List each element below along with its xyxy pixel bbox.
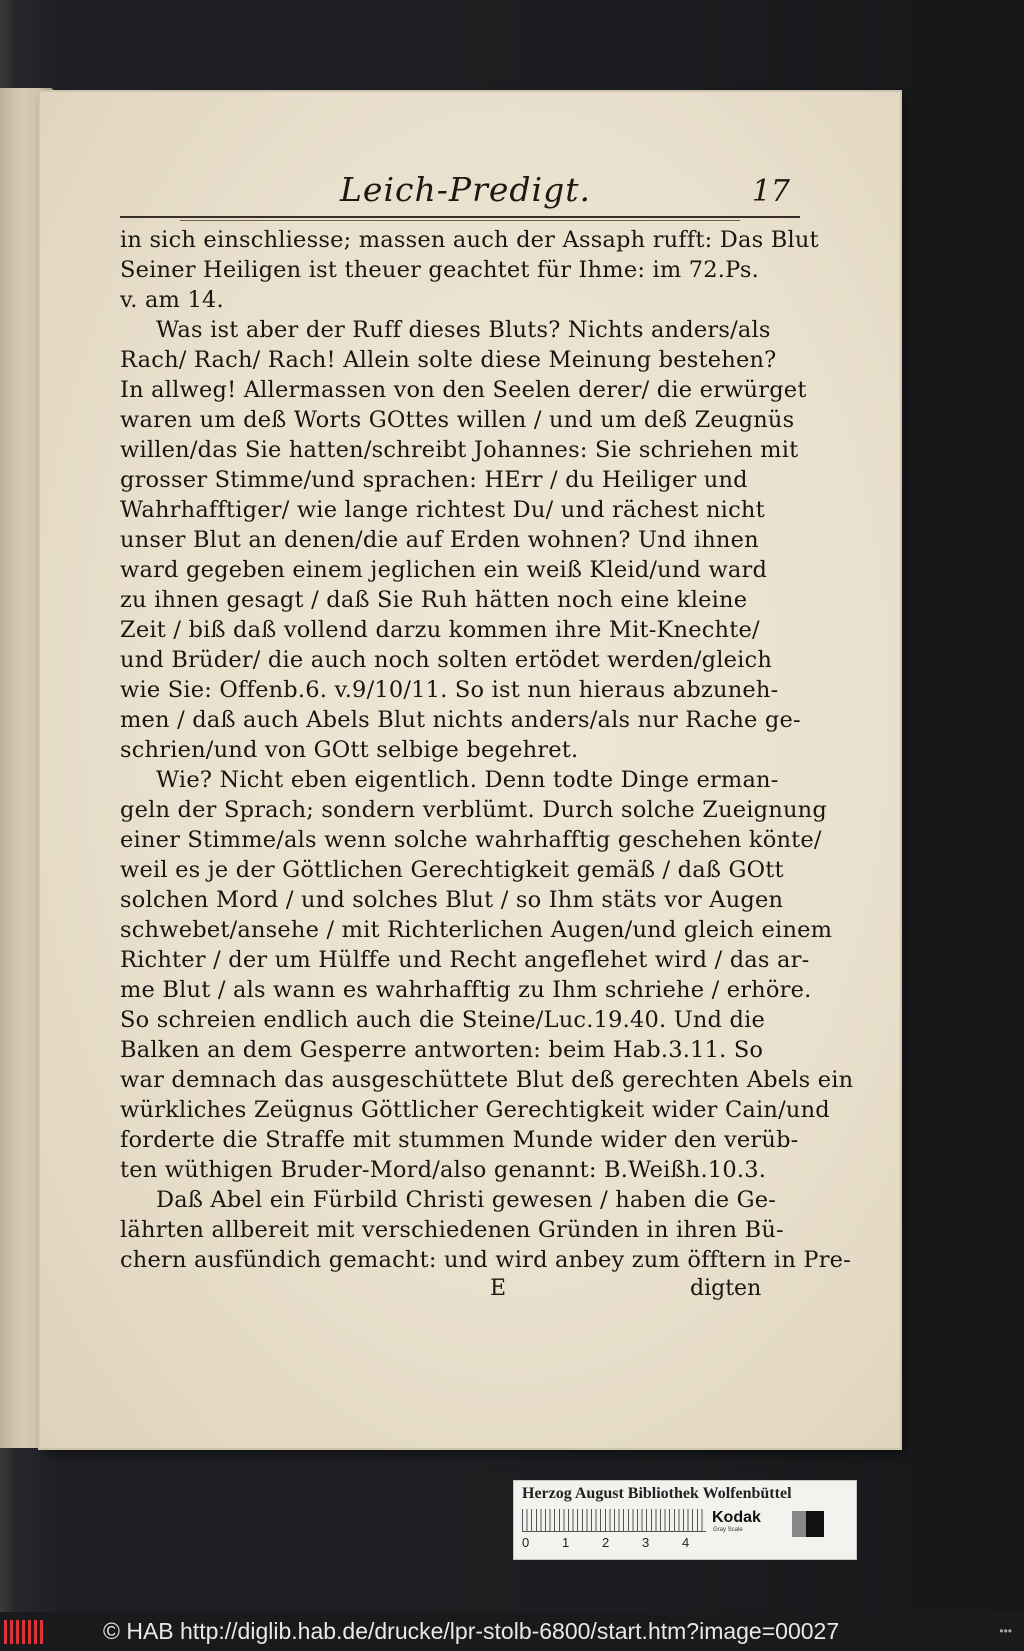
ruler-number: 2: [602, 1535, 610, 1550]
ruler-number: 4: [682, 1535, 690, 1550]
text-line: weil es je der Göttlichen Gerechtigkeit gemäß / daß GOtt: [120, 857, 784, 883]
text-line: willen/das Sie hatten/schreibt Johannes: Sie schriehen mit: [120, 437, 799, 463]
ruler-number: 0: [522, 1535, 530, 1550]
catchword: digten: [690, 1276, 762, 1301]
text-line: lährten allbereit mit verschiedenen Gründen in ihren Bü-: [120, 1217, 784, 1243]
text-line: So schreien endlich auch die Steine/Luc.19.40. Und die: [120, 1007, 766, 1033]
ruler-number: 1: [562, 1535, 570, 1550]
text-line: Wahrhafftiger/ wie lange richtest Du/ und rächest nicht: [120, 497, 765, 523]
black-patch: [806, 1511, 824, 1537]
text-line: geln der Sprach; sondern verblümt. Durch solche Zueignung: [120, 797, 827, 823]
text-line: In allweg! Allermassen von den Seelen derer/ die erwürget: [120, 377, 807, 403]
barcode-icon: [4, 1620, 46, 1644]
more-menu-icon[interactable]: •••: [999, 1624, 1012, 1638]
text-line: ward gegeben einem jeglichen ein weiß Kleid/und ward: [120, 557, 768, 583]
gray-scale-label: Gray Scale: [713, 1527, 743, 1533]
text-line: Balken an dem Gesperre antworten: beim Hab.3.11. So: [120, 1037, 764, 1063]
library-name: Herzog August Bibliothek Wolfenbüttel: [522, 1485, 792, 1502]
text-line: waren um deß Worts GOttes willen / und um deß Zeugnüs: [120, 407, 795, 433]
text-line: würkliches Zeügnus Göttlicher Gerechtigkeit wider Cain/und: [120, 1097, 830, 1123]
copyright-url[interactable]: © HAB http://diglib.hab.de/drucke/lpr-stolb-6800/start.htm?image=00027: [103, 1618, 840, 1644]
text-line: Daß Abel ein Fürbild Christi gewesen / haben die Ge-: [156, 1187, 777, 1213]
kodak-logo: Kodak: [712, 1509, 761, 1526]
text-line: chern ausfündich gemacht: und wird anbey zum öfftern in Pre-: [120, 1247, 851, 1273]
text-line: Was ist aber der Ruff dieses Bluts? Nichts anders/als: [156, 317, 771, 343]
text-line: in sich einschliesse; massen auch der Assaph rufft: Das Blut: [120, 227, 819, 253]
text-line: wie Sie: Offenb.6. v.9/10/11. So ist nun hieraus abzuneh-: [120, 677, 779, 703]
text-line: men / daß auch Abels Blut nichts anders/als nur Rache ge-: [120, 707, 801, 733]
header-rule-thin: [180, 220, 740, 221]
ruler-scale: [522, 1509, 706, 1532]
page-content: [120, 170, 854, 1301]
text-line: Zeit / biß daß vollend darzu kommen ihre Mit-Knechte/: [120, 617, 760, 643]
gray-patch: [792, 1511, 806, 1537]
text-line: forderte die Straffe mit stummen Munde wider den verüb-: [120, 1127, 799, 1153]
text-line: Richter / der um Hülffe und Recht angeflehet wird / das ar-: [120, 947, 810, 973]
text-line: und Brüder/ die auch noch solten ertödet werden/gleich: [120, 647, 773, 673]
color-calibration-card: [513, 1480, 857, 1560]
text-line: schrien/und von GOtt selbige begehret.: [120, 737, 579, 763]
header-rule: [120, 216, 800, 218]
signature-mark: E: [490, 1276, 507, 1301]
text-line: solchen Mord / und solches Blut / so Ihm stäts vor Augen: [120, 887, 784, 913]
ruler-number: 3: [642, 1535, 650, 1550]
book-page: [40, 92, 900, 1448]
text-line: schwebet/ansehe / mit Richterlichen Augen/und gleich einem: [120, 917, 833, 943]
text-line: Rach/ Rach/ Rach! Allein solte diese Meinung bestehen?: [120, 347, 777, 373]
text-line: Wie? Nicht eben eigentlich. Denn todte Dinge erman-: [156, 767, 779, 793]
text-line: Seiner Heiligen ist theuer geachtet für Ihme: im 72.Ps.: [120, 257, 759, 283]
text-line: ten wüthigen Bruder-Mord/also genannt: B.Weißh.10.3.: [120, 1157, 767, 1183]
text-line: grosser Stimme/und sprachen: HErr / du Heiliger und: [120, 467, 748, 493]
text-line: war demnach das ausgeschüttete Blut deß gerechten Abels ein: [120, 1067, 854, 1093]
status-bar: [0, 1612, 1024, 1651]
text-line: unser Blut an denen/die auf Erden wohnen? Und ihnen: [120, 527, 759, 553]
text-line: zu ihnen gesagt / daß Sie Ruh hätten noch eine kleine: [120, 587, 748, 613]
running-title: Leich-Predigt.: [340, 170, 591, 209]
text-line: einer Stimme/als wenn solche wahrhafftig geschehen könte/: [120, 827, 822, 853]
page-number: 17: [751, 174, 790, 209]
page-header: [120, 170, 800, 218]
text-line: v. am 14.: [120, 287, 224, 313]
text-line: me Blut / als wann es wahrhafftig zu Ihm schriehe / erhöre.: [120, 977, 812, 1003]
